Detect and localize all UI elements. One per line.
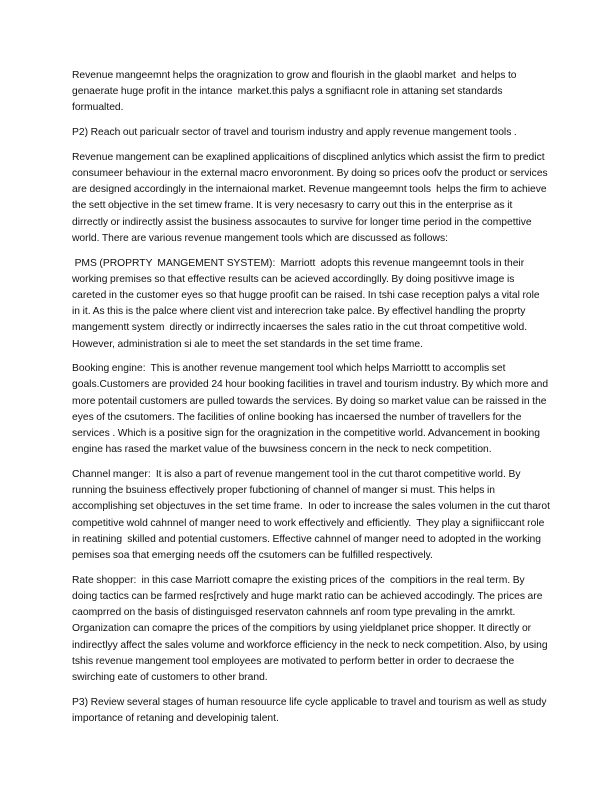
pms-paragraph: PMS (PROPRTY MANGEMENT SYSTEM): Marriott adopts this revenue mangeemnt tools in their working premises so that effective results can be acieved accordinglly. By doing positivve image is careted in the customer eyes so that hugge proofit can be raised. In tshi case reception palys a vital role in it. As this is the palce where client vist and interecrion take palce. By effectivel handling the proprty mangementt system directly or indirrectly incaerses the sales ratio in the cut throat competitive wold. However, administration si ale to meet the set standards in the set time frame. (72, 257, 543, 350)
channel-manager-paragraph: Channel manger: It is also a part of revenue mangement tool in the cut tharot competitive world. By running the bsuiness effectively proper fubctioning of channel of manger si must. This helps in accomplishing set objectuves in the set time frame. In oder to increase the sales volumen in the cut tharot competitive wold cahnnel of manger need to work effectively and efficiently. They play a signifiiccant role in reatining skilled and potential customers. Effective cahnnel of manger need to adopted in the working pemises soa that emerging needs off the csutomers can be fulfilled respectively. (72, 468, 553, 561)
intro-paragraph: Revenue mangeemnt helps the oragnization to grow and flourish in the glaobl market and helps to genaerate huge profit in the intance market.this palys a sgnifiacnt role in attaning set standards formualted. (72, 70, 520, 114)
revenue-management-paragraph: Revenue mangement can be exaplined applicaitions of discplined anlytics which assist the firm to predict consumeer behaviour in the external macro envoronment. By doing so prices oofv the product or services are designed accordingly in the internaional market. Revenue mangeemnt tools helps the firm to achieve the sett objective in the set timew frame. It is very necesasry to carry out this in the enterprise as it dirrectly or indirectly assist the business assocautes to survive for longer time period in the compettive world. There are various revenue mangement tools which are discussed as follows: (72, 151, 551, 244)
rate-shopper-paragraph: Rate shopper: in this case Marriott comapre the existing prices of the compitiors in the real term. By doing tactics can be farmed res[rctively and huge markt ratio can be achieved accodingly. The prices are caomprred on the basis of distinguisged reservaton cahnnels anf room type prevaling in the amrkt. Organization can comapre the prices of the compitiors by using yieldplanet price shopper. It directly or indirectlyy affect the sales volume and workforce efficiency in the neck to neck competition. Also, by using tshis revenue mangement tool employees are motivated to perform better in order to decraese the swirching eate of customers to other brand. (72, 574, 551, 683)
p3-heading: P3) Review several stages of human resouurce life cycle applicable to travel and tourism as well as study importance of retaning and developinig talent. (72, 696, 550, 724)
booking-engine-paragraph: Booking engine: This is another revenue mangement tool which helps Marriottt to accomplis set goals.Customers are provided 24 hour booking facilities in travel and tourism industry. By which more and more potentail customers are pulled towards the services. By doing so market value can be raissed in the eyes of the csutomers. The facilities of online booking has incaersed the number of travellers for the services . Which is a positive sign for the oragnization in the competitive world. Advancement in booking engine has rased the market value of the buwsiness concern in the neck to neck competition. (72, 363, 551, 456)
document-page (72, 68, 553, 736)
p2-heading: P2) Reach out paricualr sector of travel and tourism industry and apply revenue mangement tools . (72, 127, 517, 139)
